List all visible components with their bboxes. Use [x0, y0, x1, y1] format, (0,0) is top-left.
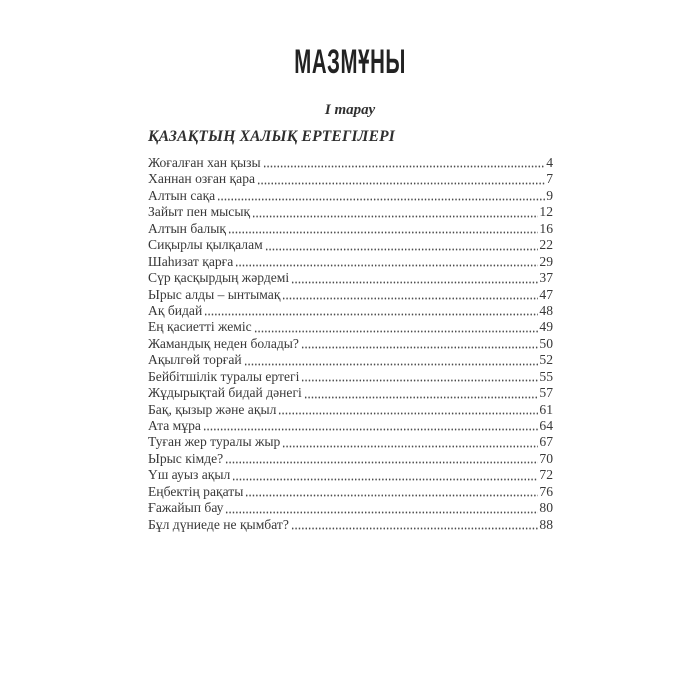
toc-entry-title: Бейбітшілік туралы ертегі [148, 368, 300, 384]
toc-entry-page: 50 [539, 335, 553, 351]
dotted-leader [291, 270, 538, 286]
toc-entry-page: 88 [539, 516, 553, 532]
toc-entry-page: 4 [546, 155, 553, 170]
toc-entry [148, 517, 553, 533]
toc-entry [148, 171, 553, 187]
toc-entry-title: Бұл дүниеде не қымбат? [148, 516, 289, 532]
toc-entry-title: Еңбектің рақаты [148, 483, 244, 499]
dotted-leader [282, 287, 538, 303]
dotted-leader [291, 517, 539, 533]
dotted-leader [257, 171, 545, 187]
toc-entry-page: 47 [539, 286, 553, 302]
toc-entry-page: 76 [539, 483, 553, 499]
toc-entry-title: Шаһизат қарға [148, 253, 234, 269]
dotted-leader [252, 204, 538, 220]
dotted-leader [204, 303, 538, 319]
toc-entry-title: Ғажайып бау [148, 500, 224, 516]
toc-entry-page: 49 [539, 319, 553, 335]
dotted-leader [301, 369, 538, 385]
toc-entry [148, 155, 553, 171]
dotted-leader [225, 500, 538, 516]
toc-entry-page: 48 [539, 302, 553, 318]
toc-entry-page: 12 [539, 204, 553, 220]
toc-entry-page: 72 [539, 467, 553, 483]
toc-entry-title: Ең қасиетті жеміс [148, 319, 252, 335]
toc-entry-page: 7 [546, 171, 553, 187]
dotted-leader [235, 254, 538, 270]
dotted-leader [225, 451, 538, 467]
toc-content [148, 127, 553, 533]
toc-entry-title: Ақылгөй торғай [148, 352, 242, 368]
toc-entry [148, 254, 553, 270]
toc-entry [148, 500, 553, 516]
toc-entry-title: Бақ, қызыр және ақыл [148, 401, 277, 417]
page-title-text: МАЗМҰНЫ [294, 43, 406, 81]
toc-entry [148, 467, 553, 483]
toc-entry [148, 402, 553, 418]
toc-entry [148, 319, 553, 335]
dotted-leader [304, 385, 539, 401]
toc-entry-title: Алтын сақа [148, 187, 216, 203]
toc-entry [148, 237, 553, 253]
dotted-leader [245, 484, 538, 500]
toc-entry-page: 61 [539, 401, 553, 417]
toc-entry-title: Жұдырықтай бидай дәнегі [148, 385, 302, 401]
dotted-leader [282, 434, 538, 450]
toc-entry [148, 270, 553, 286]
toc-entry [148, 352, 553, 368]
toc-entry-page: 57 [539, 385, 553, 401]
toc-entry-title: Үш ауыз ақыл [148, 467, 231, 483]
dotted-leader [254, 319, 539, 335]
toc-entry-title: Алтын балық [148, 220, 226, 236]
toc-entry [148, 221, 553, 237]
dotted-leader [244, 352, 539, 368]
toc-entry-title: Зайыт пен мысық [148, 204, 251, 220]
toc-entry [148, 303, 553, 319]
toc-entry-page: 67 [539, 434, 553, 450]
toc-entry-page: 70 [539, 450, 553, 466]
dotted-leader [301, 336, 538, 352]
toc-entry [148, 385, 553, 401]
toc-entry-title: Сүр қасқырдың жәрдемі [148, 270, 290, 286]
toc-entry-title: Ата мұра [148, 418, 201, 433]
toc-list [148, 155, 553, 533]
toc-entry-page: 37 [539, 270, 553, 286]
toc-entry-page: 52 [539, 352, 553, 368]
dotted-leader [263, 155, 546, 171]
toc-entry-title: Туған жер туралы жыр [148, 434, 281, 450]
chapter-heading: I тарау [324, 102, 376, 118]
toc-entry [148, 369, 553, 385]
toc-entry-page: 55 [539, 368, 553, 384]
toc-entry [148, 418, 553, 434]
dotted-leader [232, 467, 538, 483]
toc-entry-title: Ханнан озған қара [148, 171, 256, 187]
dotted-leader [278, 402, 538, 418]
toc-entry [148, 484, 553, 500]
section-heading: ҚАЗАҚТЫҢ ХАЛЫҚ ЕРТЕГІЛЕРІ [148, 128, 396, 145]
toc-entry-title: Ақ бидай [148, 302, 203, 318]
toc-entry-title: Сиқырлы қылқалам [148, 237, 263, 253]
toc-entry-page: 64 [539, 418, 553, 433]
toc-entry-title: Ырыс алды – ынтымақ [148, 286, 281, 302]
toc-entry-title: Жамандық неден болады? [148, 335, 299, 351]
toc-entry [148, 336, 553, 352]
dotted-leader [228, 221, 538, 237]
dotted-leader [217, 188, 545, 204]
toc-entry [148, 434, 553, 450]
toc-entry-page: 80 [539, 500, 553, 516]
toc-entry-page: 16 [539, 220, 553, 236]
toc-entry [148, 188, 553, 204]
toc-entry-title: Ырыс кімде? [148, 450, 224, 466]
toc-entry [148, 451, 553, 467]
toc-entry-title: Жоғалған хан қызы [148, 155, 261, 170]
toc-entry-page: 22 [539, 237, 553, 253]
toc-entry [148, 204, 553, 220]
toc-entry-page: 9 [546, 187, 553, 203]
toc-entry-page: 29 [539, 253, 553, 269]
page-title [0, 0, 700, 79]
dotted-leader [203, 418, 538, 434]
dotted-leader [265, 237, 539, 253]
toc-entry [148, 287, 553, 303]
